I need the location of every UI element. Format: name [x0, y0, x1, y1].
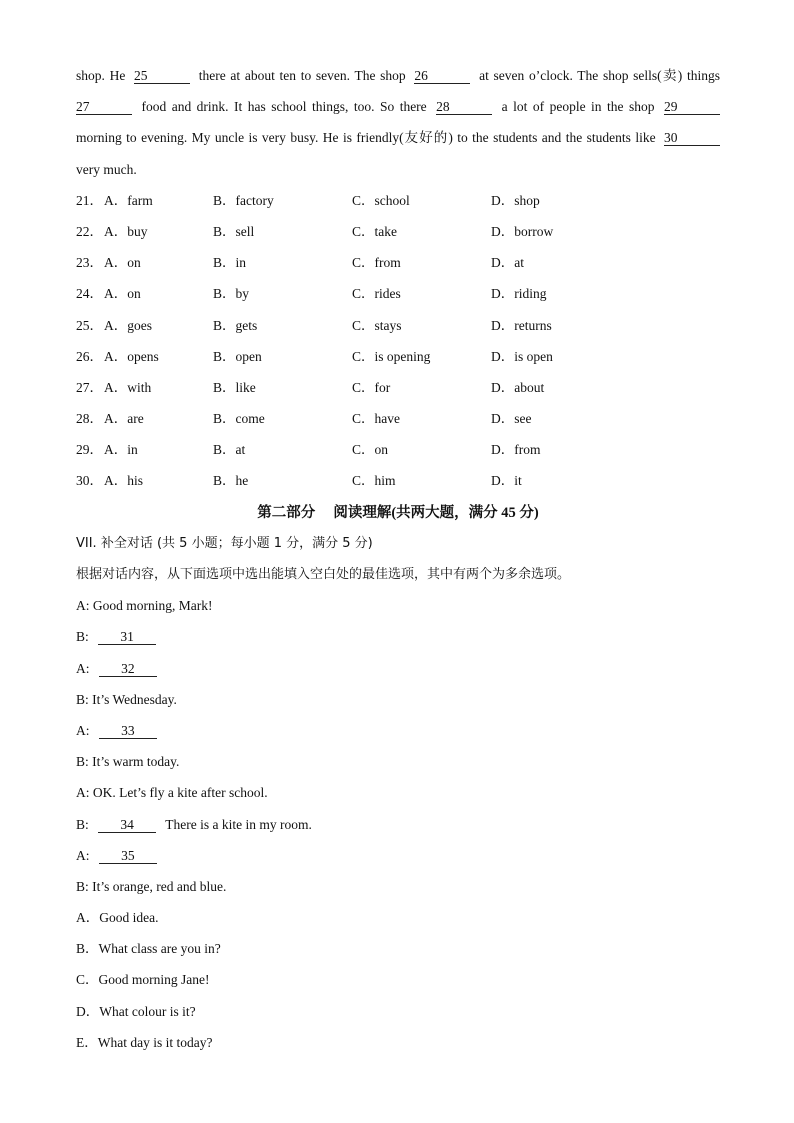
dialogue-line — [76, 781, 720, 812]
passage-line-3 — [76, 126, 720, 157]
passage-text: a lot of people in the shop — [501, 99, 655, 115]
option-d[interactable]: D．at — [491, 255, 524, 271]
option-b[interactable]: B．at — [213, 442, 246, 458]
option-a[interactable]: A．on — [104, 255, 141, 271]
speaker: B: — [76, 691, 89, 707]
passage-line-1 — [76, 64, 720, 95]
blank-26: 26 — [414, 68, 470, 84]
option-c[interactable]: C．take — [352, 223, 397, 239]
option-a[interactable]: A．opens — [104, 348, 159, 364]
blank-27: 27 — [76, 99, 132, 115]
option-c[interactable]: C．on — [352, 442, 389, 458]
speaker: B: — [76, 878, 89, 894]
speaker: A: — [76, 785, 90, 801]
option-c[interactable]: C．school — [352, 192, 410, 208]
option-d[interactable]: D．riding — [491, 286, 547, 302]
option-b[interactable]: B．sell — [213, 223, 255, 239]
speaker: A: — [76, 722, 90, 738]
dialogue-line — [76, 813, 720, 844]
speaker: A: — [76, 598, 90, 614]
option-b[interactable]: B．open — [213, 348, 262, 364]
blank-25: 25 — [134, 68, 190, 84]
option-d[interactable]: D．from — [491, 442, 541, 458]
dialogue-line — [76, 625, 720, 656]
option-row — [76, 407, 720, 438]
option-c[interactable]: C．for — [352, 379, 391, 395]
option-d[interactable]: D．borrow — [491, 223, 554, 239]
dialogue-line — [76, 719, 720, 750]
dialogue-text: OK. Let’s fly a kite after school. — [92, 785, 268, 801]
option-row — [76, 345, 720, 376]
passage-text: morning to evening. My uncle is very busy. He is friendly(友好的) to the students and the students like — [76, 130, 656, 146]
passage-line-4: very much. — [76, 161, 137, 177]
blank-32: 32 — [99, 661, 157, 677]
options-list — [76, 189, 720, 501]
option-d[interactable]: D．shop — [491, 192, 540, 208]
blank-30: 30 — [664, 130, 720, 146]
option-a[interactable]: A．are — [104, 411, 144, 427]
dialogue — [76, 594, 720, 906]
option-row — [76, 251, 720, 282]
question-number: 26． — [76, 348, 103, 364]
question-number: 30． — [76, 473, 103, 489]
section-title: 第二部分 阅读理解(共两大题，满分 45 分) — [257, 504, 539, 521]
option-row — [76, 189, 720, 220]
question-number: 22． — [76, 223, 103, 239]
choice-c[interactable]: C．Good morning Jane! — [76, 972, 210, 988]
dialogue-line — [76, 657, 720, 688]
question-number: 23． — [76, 255, 103, 271]
question-number: 24． — [76, 286, 103, 302]
passage-text: there at about ten to seven. The shop — [198, 68, 406, 83]
option-a[interactable]: A．farm — [104, 192, 153, 208]
option-row — [76, 438, 720, 469]
option-a[interactable]: A．buy — [104, 223, 148, 239]
passage-line-2 — [76, 95, 720, 126]
option-d[interactable]: D．is open — [491, 348, 553, 364]
option-d[interactable]: D．returns — [491, 317, 552, 333]
document-page — [76, 64, 720, 1062]
blank-28: 28 — [436, 99, 492, 115]
option-c[interactable]: C．is opening — [352, 348, 431, 364]
question-number: 21． — [76, 192, 103, 208]
blank-31: 31 — [98, 629, 156, 645]
option-a[interactable]: A．in — [104, 442, 138, 458]
dialogue-text: It’s warm today. — [92, 754, 180, 770]
part-heading: VII. 补全对话 (共 5 小题；每小题 1 分，满分 5 分) — [76, 535, 373, 551]
option-c[interactable]: C．have — [352, 411, 400, 427]
question-number: 25． — [76, 317, 103, 333]
blank-35: 35 — [99, 848, 157, 864]
dialogue-line — [76, 594, 720, 625]
dialogue-text: There is a kite in my room. — [165, 816, 312, 832]
option-row — [76, 282, 720, 313]
speaker: B: — [76, 816, 89, 832]
choice-a[interactable]: A．Good idea. — [76, 910, 159, 926]
passage-text: at seven o’clock. The shop sells(卖) things — [479, 68, 721, 83]
option-b[interactable]: B．by — [213, 286, 250, 302]
option-a[interactable]: A．on — [104, 286, 141, 302]
option-d[interactable]: D．see — [491, 411, 532, 427]
passage-text: shop. He — [76, 68, 126, 83]
option-c[interactable]: C．him — [352, 473, 396, 489]
option-a[interactable]: A．his — [104, 473, 144, 489]
option-row — [76, 376, 720, 407]
option-b[interactable]: B．gets — [213, 317, 258, 333]
option-d[interactable]: D．it — [491, 473, 522, 489]
option-b[interactable]: B．come — [213, 411, 265, 427]
blank-34: 34 — [98, 817, 156, 833]
question-number: 29． — [76, 442, 103, 458]
passage-text: food and drink. It has school things, too. So there — [141, 99, 427, 115]
choices-list — [76, 906, 720, 1062]
choice-e[interactable]: E．What day is it today? — [76, 1034, 213, 1050]
option-c[interactable]: C．stays — [352, 317, 402, 333]
option-c[interactable]: C．from — [352, 255, 401, 271]
option-row — [76, 314, 720, 345]
option-c[interactable]: C．rides — [352, 286, 401, 302]
blank-29: 29 — [664, 99, 720, 115]
speaker: B: — [76, 629, 89, 645]
question-number: 27． — [76, 379, 103, 395]
choice-d[interactable]: D．What colour is it? — [76, 1003, 196, 1019]
speaker: A: — [76, 660, 90, 676]
option-a[interactable]: A．goes — [104, 317, 152, 333]
part-instruction: 根据对话内容，从下面选项中选出能填入空白处的最佳选项，其中有两个为多余选项。 — [76, 567, 571, 582]
dialogue-line — [76, 875, 720, 906]
dialogue-line — [76, 844, 720, 875]
dialogue-line — [76, 688, 720, 719]
dialogue-text: It’s orange, red and blue. — [92, 878, 227, 894]
option-row — [76, 469, 720, 500]
blank-33: 33 — [99, 723, 157, 739]
dialogue-text: It’s Wednesday. — [92, 691, 177, 707]
speaker: B: — [76, 754, 89, 770]
question-number: 28． — [76, 411, 103, 427]
option-row — [76, 220, 720, 251]
speaker: A: — [76, 847, 90, 863]
option-b[interactable]: B．he — [213, 473, 249, 489]
option-b[interactable]: B．factory — [213, 192, 274, 208]
option-b[interactable]: B．in — [213, 255, 247, 271]
option-b[interactable]: B．like — [213, 379, 256, 395]
choice-b[interactable]: B．What class are you in? — [76, 941, 221, 957]
option-a[interactable]: A．with — [104, 379, 152, 395]
dialogue-line — [76, 750, 720, 781]
option-d[interactable]: D．about — [491, 379, 545, 395]
dialogue-text: Good morning, Mark! — [92, 598, 213, 614]
